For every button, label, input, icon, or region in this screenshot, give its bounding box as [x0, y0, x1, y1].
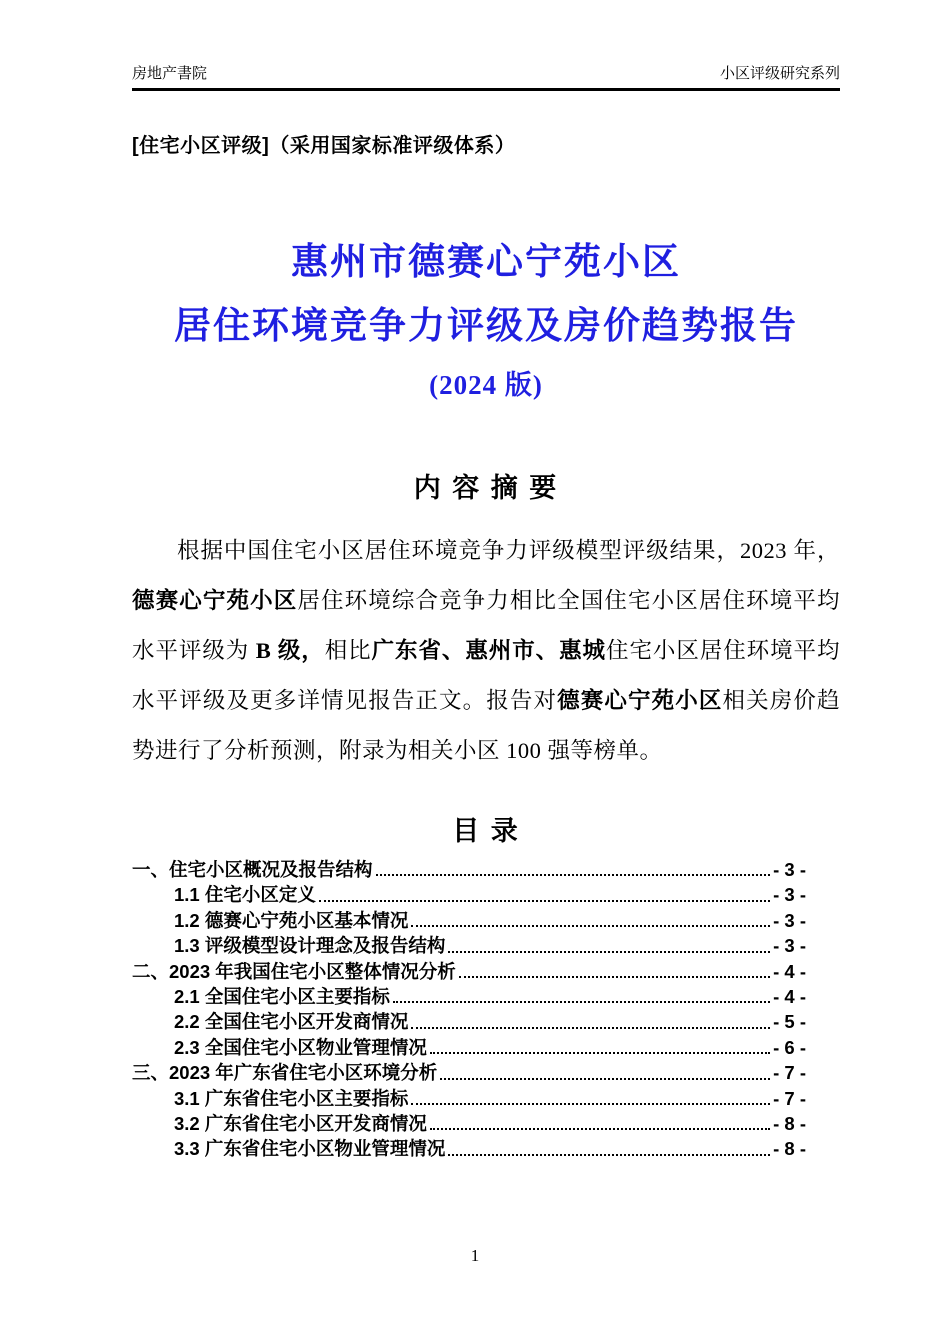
toc-dotted-leader [440, 1078, 770, 1080]
toc-entry [132, 984, 806, 1009]
abstract-text: 住宅小区居住环境平均水平评级及更多详情见报告正文。报告对 [132, 638, 840, 713]
toc-entry-label: 二、2023 年我国住宅小区整体情况分析 [132, 960, 456, 982]
toc-entry-label: 1.2 德赛心宁苑小区基本情况 [174, 909, 409, 931]
toc-entry-page-number: - 4 - [773, 985, 806, 1007]
page-number: 1 [470, 1246, 480, 1265]
toc-entry-page-number: - 8 - [773, 1138, 806, 1160]
toc-dotted-leader [376, 874, 771, 876]
toc-entry [132, 1086, 806, 1111]
abstract-text: 根据中国住宅小区居住环境竞争力评级模型评级结果，2023 年， [177, 538, 840, 563]
toc-dotted-leader [459, 976, 770, 978]
toc-entry [132, 1009, 806, 1034]
toc-entry [132, 908, 806, 933]
toc-dotted-leader [393, 1001, 770, 1003]
toc-dotted-leader [430, 1052, 770, 1054]
abstract-text: 相比 [324, 638, 372, 663]
toc-entry-label: 三、2023 年广东省住宅小区环境分析 [132, 1062, 438, 1084]
toc-entry-page-number: - 3 - [773, 935, 806, 957]
toc-entry [132, 857, 806, 882]
toc-entry-page-number: - 5 - [773, 1011, 806, 1033]
toc-entry-label: 1.1 住宅小区定义 [174, 884, 316, 906]
abstract-bold-text: 广东省、惠州市、惠城 [371, 638, 607, 663]
toc-dotted-leader [448, 951, 770, 953]
toc-dotted-leader [448, 1154, 770, 1156]
toc-entry [132, 933, 806, 958]
toc-entry-label: 2.3 全国住宅小区物业管理情况 [174, 1036, 427, 1058]
abstract-bold-text: 德赛心宁苑小区 [132, 588, 298, 613]
toc-entry-page-number: - 8 - [773, 1112, 806, 1134]
toc-entry [132, 1136, 806, 1161]
abstract-heading: 内 容 摘 要 [413, 473, 559, 503]
toc-entry-label: 1.3 评级模型设计理念及报告结构 [174, 935, 446, 957]
toc-entry-page-number: - 3 - [773, 884, 806, 906]
toc-entry [132, 959, 806, 984]
toc-entry [132, 1111, 806, 1136]
toc-entry-label: 2.2 全国住宅小区开发商情况 [174, 1011, 409, 1033]
page-header [132, 62, 840, 91]
toc-dotted-leader [319, 900, 770, 902]
abstract-bold-text: 德赛心宁苑小区 [557, 688, 723, 713]
toc-entry-page-number: - 7 - [773, 1062, 806, 1084]
page-footer [0, 1246, 950, 1266]
toc-entry [132, 1035, 806, 1060]
toc-entry-page-number: - 3 - [773, 859, 806, 880]
header-right-text: 小区评级研究系列 [719, 65, 840, 82]
toc-entry-page-number: - 7 - [773, 1087, 806, 1109]
toc-entry-page-number: - 4 - [773, 960, 806, 982]
title-line-3: (2024 版) [429, 370, 543, 400]
toc-heading: 目 录 [452, 816, 520, 846]
abstract-paragraph [132, 526, 840, 776]
abstract-text: 相关房价趋势进行了分析预测，附录为相关小区 100 强等榜单。 [132, 688, 840, 763]
abstract-text: 居住环境综合竞争力相比全国住宅小区居住环境平均水平评级为 [132, 588, 840, 663]
toc-dotted-leader [411, 1103, 770, 1105]
report-type-line: [住宅小区评级]（采用国家标准评级体系） [132, 135, 516, 157]
abstract-bold-text: B 级， [255, 638, 325, 663]
toc-entry-page-number: - 6 - [773, 1036, 806, 1058]
toc-dotted-leader [430, 1128, 770, 1130]
title-line-1: 惠州市德赛心宁苑小区 [291, 242, 681, 283]
header-left-text: 房地产書院 [132, 65, 208, 82]
toc-entry [132, 1060, 806, 1085]
toc-entry-label: 3.1 广东省住宅小区主要指标 [174, 1087, 409, 1109]
toc-list [132, 857, 840, 1162]
title-line-2: 居住环境竞争力评级及房价趋势报告 [174, 306, 798, 347]
toc-dotted-leader [411, 1027, 770, 1029]
toc-entry-page-number: - 3 - [773, 909, 806, 931]
toc-dotted-leader [411, 925, 770, 927]
toc-entry-label: 3.3 广东省住宅小区物业管理情况 [174, 1138, 446, 1160]
toc-entry-label: 2.1 全国住宅小区主要指标 [174, 985, 390, 1007]
toc-entry [132, 882, 806, 907]
toc-entry-label: 3.2 广东省住宅小区开发商情况 [174, 1112, 427, 1134]
report-title [132, 244, 840, 399]
toc-entry-label: 一、住宅小区概况及报告结构 [132, 859, 373, 880]
